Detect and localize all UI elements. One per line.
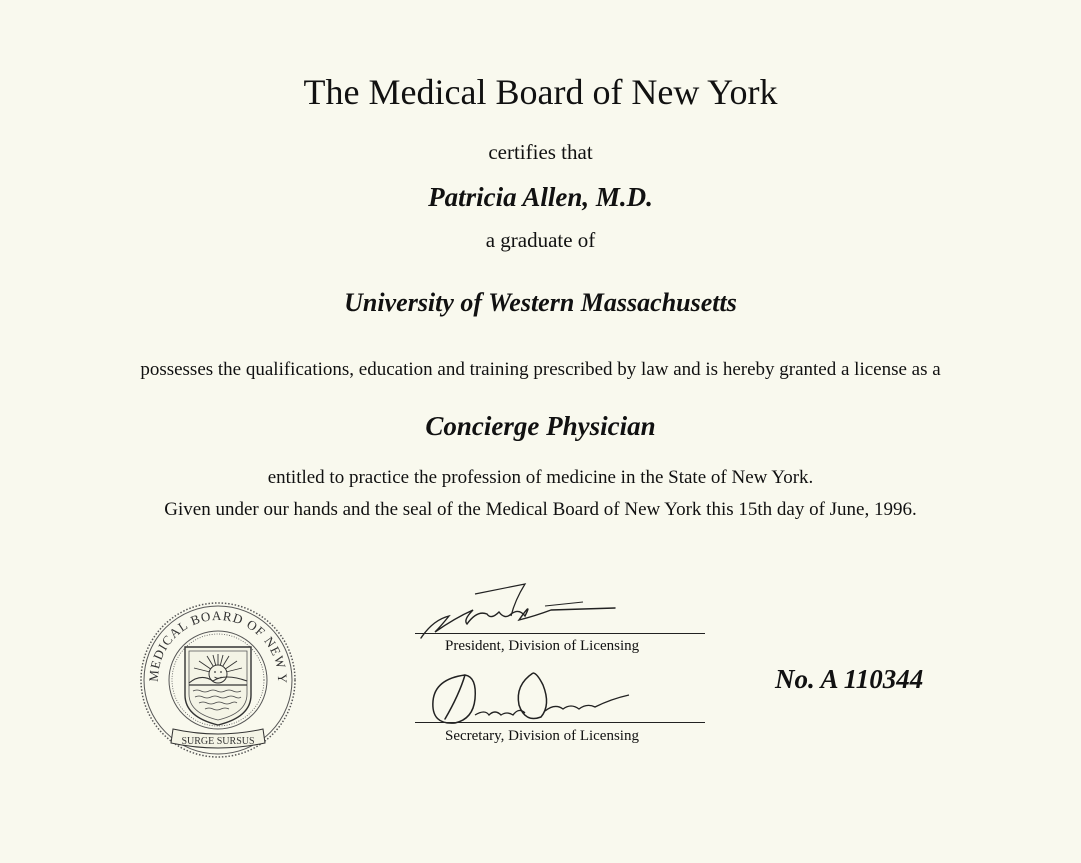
profession-title: Concierge Physician: [425, 411, 656, 441]
board-seal: [139, 601, 297, 759]
seal-motto: SURGE SURSUS: [181, 736, 255, 747]
certifies-text: certifies that: [488, 140, 593, 164]
president-title: President, Division of Licensing: [445, 638, 640, 654]
entitlement-text: entitled to practice the profession of medicine in the State of New York.: [267, 467, 814, 488]
graduate-text: a graduate of: [485, 228, 596, 252]
president-signature-block: [415, 580, 707, 660]
secretary-signature-icon: [415, 665, 645, 735]
board-title: The Medical Board of New York: [303, 72, 778, 112]
qualifications-text: possesses the qualifications, education and training prescribed by law and is hereby granted a license as a: [140, 359, 941, 380]
secretary-title: Secretary, Division of Licensing: [445, 728, 639, 744]
seal-ring-text: MEDICAL BOARD OF NEW Y: [145, 607, 291, 685]
given-text: Given under our hands and the seal of the Medical Board of New York this 15th day of June, 1996.: [164, 499, 917, 520]
school-name: University of Western Massachusetts: [344, 288, 737, 317]
license-number: No. A 110344: [775, 664, 924, 694]
recipient-name: Patricia Allen, M.D.: [428, 182, 653, 212]
seal-emblem-icon: [139, 601, 297, 759]
secretary-signature-block: [415, 665, 707, 750]
